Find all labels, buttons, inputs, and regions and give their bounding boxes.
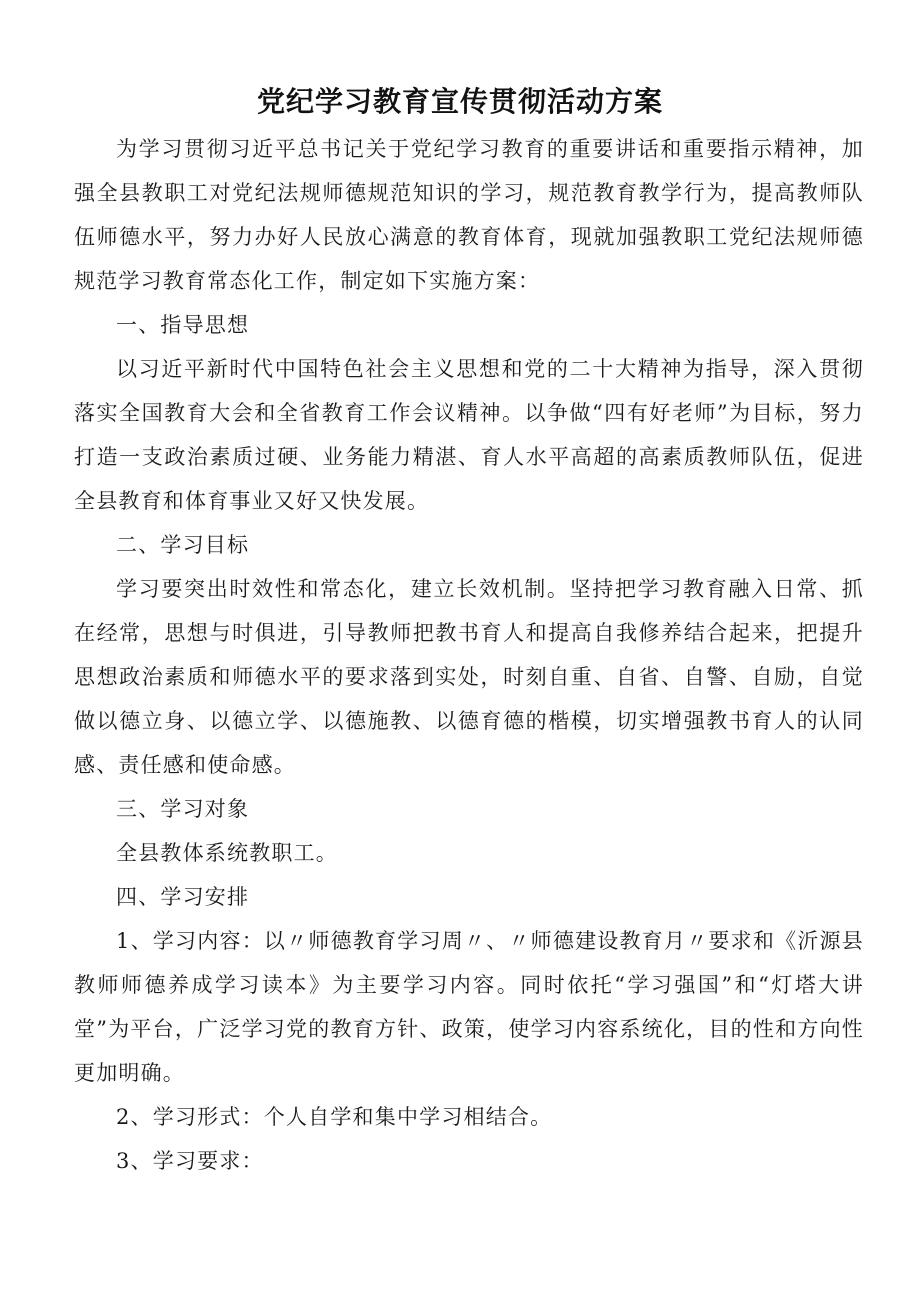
section-heading-learning-targets: 三、学习对象 [116, 797, 250, 821]
arrangement-item-form: 2、学习形式：个人自学和集中学习相结合。 [116, 1105, 553, 1129]
document-title: 党纪学习教育宣传贯彻活动方案 [256, 85, 663, 118]
arrangement-item-requirements: 3、学习要求： [116, 1149, 264, 1173]
learning-targets-paragraph: 全县教体系统教职工。 [116, 841, 338, 865]
arrangement-item-content: 1、学习内容：以〃师德教育学习周〃、〃师德建设教育月〃要求和《沂源县教师师德养成学习读本》为主要学习内容。同时依托“学习强国”和“灯塔大讲堂”为平台，广泛学习党的教育方针、政策，使学习内容系统化，目的性和方向性更加明确。 [74, 929, 864, 1085]
section-heading-learning-arrangement: 四、学习安排 [116, 885, 250, 909]
document-body [74, 127, 864, 1183]
learning-goals-paragraph: 学习要突出时效性和常态化，建立长效机制。坚持把学习教育融入日常、抓在经常，思想与时俱进，引导教师把教书育人和提高自我修养结合起来，把提升思想政治素质和师德水平的要求落到实处，时刻自重、自省、自警、自励，自觉做以德立身、以德立学、以德施教、以德育德的楷模，切实增强教书育人的认同感、责任感和使命感。 [74, 577, 864, 777]
section-heading-learning-goals: 二、学习目标 [116, 533, 250, 557]
guiding-thought-paragraph: 以习近平新时代中国特色社会主义思想和党的二十大精神为指导，深入贯彻落实全国教育大会和全省教育工作会议精神。以争做“四有好老师”为目标，努力打造一支政治素质过硬、业务能力精湛、育人水平高超的高素质教师队伍，促进全县教育和体育事业又好又快发展。 [74, 357, 864, 513]
intro-paragraph: 为学习贯彻习近平总书记关于党纪学习教育的重要讲话和重要指示精神，加强全县教职工对党纪法规师德规范知识的学习，规范教育教学行为，提高教师队伍师德水平，努力办好人民放心满意的教育体育，现就加强教职工党纪法规师德规范学习教育常态化工作，制定如下实施方案： [74, 137, 864, 293]
section-heading-guiding-thought: 一、指导思想 [116, 313, 250, 337]
